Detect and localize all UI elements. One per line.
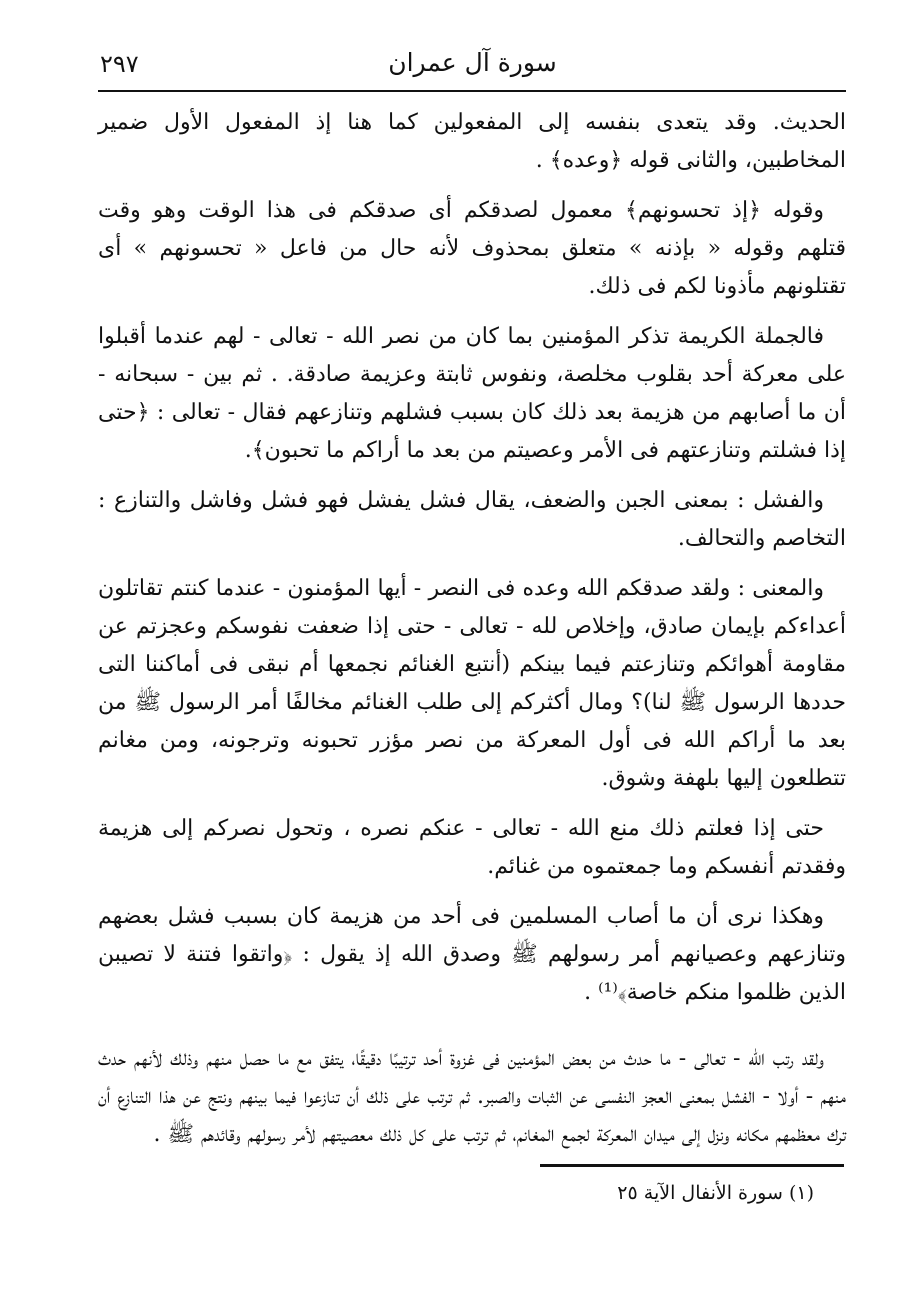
paragraph: ولقد رتب الله - تعالى - ما حدث من بعض المؤمنين فى غزوة أحد ترتيبًا دقيقًا، يتفق مع ما حصل منهم وذلك لأنهم حدث منهم - أولا - الفشل بمعنى العجز النفسى عن الثبات والصبر. ثم ترتب على ذلك أن تنازعوا فيما بينهم ونتج عن هذا التنازع أن ترك معظمهم مكانه ونزل إلى ميدان المعركة لجمع المغانم، ثم ترتب على كل ذلك معصيتهم لأمر رسولهم وقائدهم ﷺ .	[98, 1046, 846, 1147]
footnote-rule	[540, 1164, 844, 1167]
running-title: سورة آل عمران	[388, 48, 557, 77]
paragraph: والمعنى : ولقد صدقكم الله وعده فى النصر - أيها المؤمنون - عندما كنتم تقاتلون أعداءكم بإيمان صادق، وإخلاص لله - تعالى - حتى إذا ضعفت نفوسكم وعجزتم عن مقاومة أهوائكم وتنازعتم فيما بينكم (أنتبع الغنائم نجمعها أم نبقى فى أماكننا التى حددها الرسول ﷺ لنا)؟ ومال أكثركم إلى طلب الغنائم مخالفًا أمر الرسول ﷺ من بعد ما أراكم الله فى أول المعركة من نصر مؤزر تحبونه وترجونه، ومن مغانم تتطلعون إليها بلهفة وشوق.	[98, 576, 846, 791]
page-number: ٢٩٧	[100, 50, 139, 78]
body-text	[98, 104, 846, 1166]
paragraph: حتى إذا فعلتم ذلك منع الله - تعالى - عنكم نصره ، وتحول نصركم إلى هزيمة وفقدتم أنفسكم وما جمعتموه من غنائم.	[98, 816, 846, 879]
page-header	[100, 48, 845, 88]
footnote: (١) سورة الأنفال الآية ٢٥	[617, 1182, 814, 1204]
header-rule	[98, 90, 846, 92]
paragraph: الحديث. وقد يتعدى بنفسه إلى المفعولين كما هنا إذ المفعول الأول ضمير المخاطبين، والثانى قوله ﴿وعده﴾ .	[98, 110, 846, 173]
paragraph: وهكذا نرى أن ما أصاب المسلمين فى أحد من هزيمة كان بسبب فشل بعضهم وتنازعهم وعصيانهم أمر رسولهم ﷺ وصدق الله إذ يقول : ﴿واتقوا فتنة لا تصيبن الذين ظلموا منكم خاصة﴾⁽¹⁾ .	[98, 904, 846, 1005]
paragraph: فالجملة الكريمة تذكر المؤمنين بما كان من نصر الله - تعالى - لهم عندما أقبلوا على معركة أحد بقلوب مخلصة، ونفوس ثابتة وعزيمة صادقة. . ثم بين - سبحانه - أن ما أصابهم من هزيمة بعد ذلك كان بسبب فشلهم وتنازعهم فقال - تعالى : ﴿حتى إذا فشلتم وتنازعتهم فى الأمر وعصيتم من بعد ما أراكم ما تحبون﴾.	[98, 324, 846, 463]
paragraph: وقوله ﴿إذ تحسونهم﴾ معمول لصدقكم أى صدقكم فى هذا الوقت وهو وقت قتلهم وقوله « بإذنه » متعلق بمحذوف لأنه حال من فاعل « تحسونهم » أى تقتلونهم مأذونا لكم فى ذلك.	[98, 198, 846, 299]
paragraph: والفشل : بمعنى الجبن والضعف، يقال فشل يفشل فهو فشل وفاشل والتنازع : التخاصم والتحالف.	[98, 488, 846, 551]
